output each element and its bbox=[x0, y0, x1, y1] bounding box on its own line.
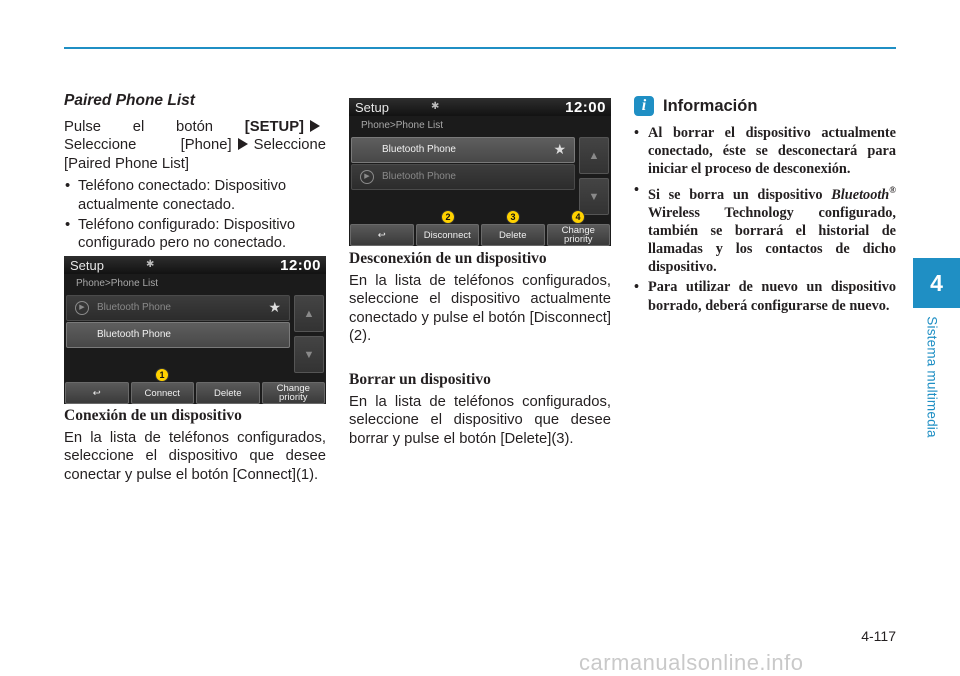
screen-button-bar bbox=[349, 224, 611, 246]
info-icon: i bbox=[634, 96, 654, 116]
delete-text: En la lista de teléfonos configurados, seleccione el dispositivo que desee borrar y pulse el botón [Delete](3). bbox=[349, 394, 611, 447]
arrow-right-icon bbox=[238, 138, 248, 150]
disconnect-section bbox=[349, 250, 611, 346]
scroll-down-button[interactable]: ▼ bbox=[294, 336, 324, 373]
delete-button[interactable]: Delete bbox=[481, 224, 545, 246]
list-item: • Teléfono conectado: Dispositivo actualmente conectado. bbox=[65, 178, 287, 213]
list-item: • Si se borra un dispositivo Bluetooth® Wireless Technology configurado, también se borrará el historial de llamadas y los contactos de dicho dispositivo. bbox=[634, 181, 896, 276]
intro-text-b: Seleccione [Phone] bbox=[64, 137, 232, 154]
paired-list-intro bbox=[64, 118, 326, 173]
play-icon: ▶ bbox=[360, 170, 374, 184]
setup-key-label: [SETUP] bbox=[244, 119, 304, 135]
page-number: 4-117 bbox=[861, 628, 896, 644]
chapter-number-tab: 4 bbox=[913, 258, 960, 308]
column-left bbox=[64, 92, 326, 255]
device-name: Bluetooth Phone bbox=[97, 302, 171, 313]
play-icon: ▶ bbox=[75, 301, 89, 315]
change-priority-button[interactable]: Change priority bbox=[262, 382, 326, 404]
device-name: Bluetooth Phone bbox=[382, 144, 456, 155]
scroll-down-button[interactable]: ▼ bbox=[579, 178, 609, 215]
screen-breadcrumb: Phone>Phone List bbox=[361, 120, 444, 131]
section-title-paired-list: Paired Phone List bbox=[64, 92, 195, 109]
bluetooth-icon: ✱ bbox=[431, 101, 440, 112]
disconnect-text: En la lista de teléfonos configurados, seleccione el dispositivo actualmente conectado y pulse el botón [Disconnect](2). bbox=[349, 273, 611, 345]
device-name: Bluetooth Phone bbox=[97, 329, 171, 340]
star-icon[interactable]: ★ bbox=[553, 141, 566, 157]
star-icon[interactable]: ★ bbox=[268, 299, 281, 315]
watermark: carmanualsonline.info bbox=[579, 650, 804, 675]
screen-header bbox=[64, 256, 326, 274]
chapter-side-label: Sistema multimedia bbox=[924, 316, 940, 438]
delete-button[interactable]: Delete bbox=[196, 382, 260, 404]
screen-title: Setup bbox=[70, 258, 104, 273]
info-box bbox=[634, 96, 896, 317]
device-row-connected[interactable] bbox=[351, 137, 575, 163]
section-title-delete: Borrar un dispositivo bbox=[349, 371, 491, 388]
info-title: Información bbox=[663, 96, 758, 115]
screenshot-disconnect bbox=[349, 98, 611, 246]
screen-title: Setup bbox=[355, 100, 389, 115]
connect-section bbox=[64, 407, 326, 484]
callout-marker: 3 bbox=[506, 210, 520, 224]
connect-text: En la lista de teléfonos configurados, seleccione el dispositivo que desee conectar y pulse el botón [Connect](1). bbox=[64, 430, 326, 483]
delete-section bbox=[349, 371, 611, 448]
scroll-up-button[interactable]: ▲ bbox=[579, 137, 609, 174]
arrow-right-icon bbox=[310, 120, 320, 132]
change-priority-button[interactable]: Change priority bbox=[547, 224, 611, 246]
screen-header bbox=[349, 98, 611, 116]
info-header bbox=[634, 96, 896, 116]
callout-marker: 2 bbox=[441, 210, 455, 224]
status-bullets bbox=[64, 177, 326, 253]
intro-text-a: Pulse el botón bbox=[64, 119, 245, 135]
info-list bbox=[634, 124, 896, 315]
screen-breadcrumb: Phone>Phone List bbox=[76, 278, 159, 289]
intro-text-c: Seleccione bbox=[253, 137, 326, 154]
screen-clock: 12:00 bbox=[280, 257, 321, 274]
bluetooth-icon: ✱ bbox=[146, 259, 155, 270]
section-title-disconnect: Desconexión de un dispositivo bbox=[349, 250, 547, 267]
list-item: • Teléfono configurado: Dispositivo configurado pero no conectado. bbox=[65, 217, 296, 252]
connect-button[interactable]: Connect bbox=[131, 382, 195, 404]
list-item: • Al borrar el dispositivo actualmente conectado, éste se desconectará para iniciar el proceso de desconexión. bbox=[634, 125, 896, 178]
intro-text-d: [Paired Phone List] bbox=[64, 155, 190, 172]
device-row-selected[interactable] bbox=[66, 322, 290, 348]
back-button[interactable]: ↩ bbox=[350, 224, 414, 246]
disconnect-button[interactable]: Disconnect bbox=[416, 224, 480, 246]
header-rule bbox=[64, 47, 896, 49]
back-button[interactable]: ↩ bbox=[65, 382, 129, 404]
callout-marker: 1 bbox=[155, 368, 169, 382]
callout-marker: 4 bbox=[571, 210, 585, 224]
section-title-connect: Conexión de un dispositivo bbox=[64, 407, 242, 424]
scroll-up-button[interactable]: ▲ bbox=[294, 295, 324, 332]
list-item: • Para utilizar de nuevo un dispositivo borrado, deberá configurarse de nuevo. bbox=[634, 279, 896, 314]
device-row-configured[interactable] bbox=[351, 164, 575, 190]
screen-button-bar bbox=[64, 382, 326, 404]
device-name: Bluetooth Phone bbox=[382, 171, 456, 182]
screenshot-connect bbox=[64, 256, 326, 404]
device-row-configured[interactable] bbox=[66, 295, 290, 321]
screen-clock: 12:00 bbox=[565, 99, 606, 116]
